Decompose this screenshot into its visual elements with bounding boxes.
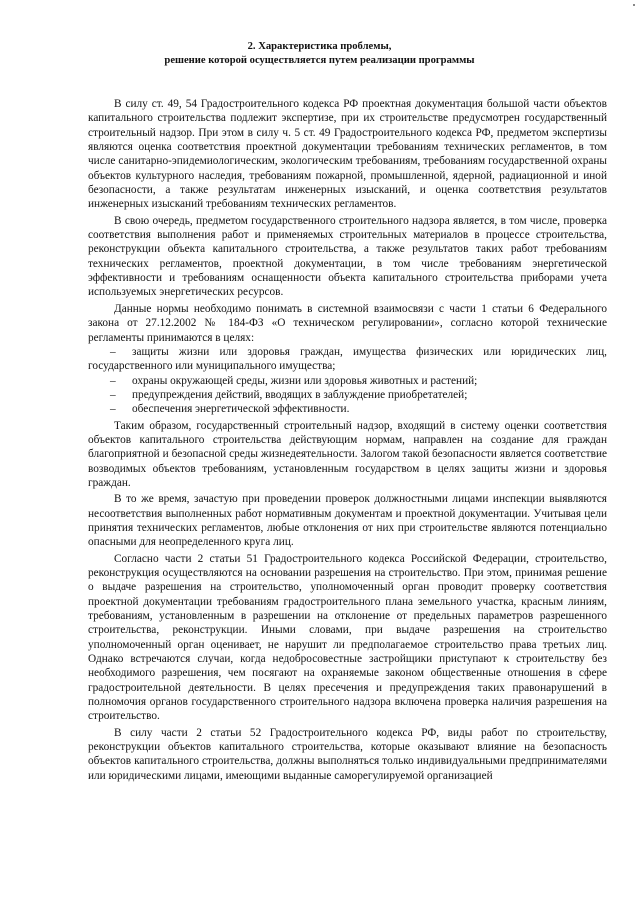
bullet-item: [88, 388, 607, 402]
bullet-item: [88, 374, 607, 388]
document-body: [88, 97, 607, 785]
bullet-text: защиты жизни или здоровья граждан, имущества физических или юридических лиц, государственного или муниципального имущества;: [88, 345, 607, 373]
bullet-item: [88, 402, 607, 416]
dash-icon: –: [110, 388, 116, 401]
paragraph: Таким образом, государственный строительный надзор, входящий в систему оценки соответствия объектов капитального строительства действующим нормам, направлен на создание для граждан благоприятной и безопасной среды жизнедеятельности. Залогом такой безопасности является соответствие возводимых объектов требованиям, установленным государством в целях защиты жизни и здоровья граждан.: [88, 419, 607, 489]
paragraph: В силу ст. 49, 54 Градостроительного кодекса РФ проектная документация большой части объектов капитального строительства подлежит экспертизе, при их строительстве предусмотрен государственный строительный надзор. При этом в силу ч. 5 ст. 49 Градостроительного кодекса РФ, предметом экспертизы являются оценка соответствия проектной документации требованиям технических регламентов, в том числе санитарно-эпидемиологическим, экологическим требованиям, требованиям государственной охраны объектов культурного наследия, требованиям пожарной, промышленной, ядерной, радиационной и иной безопасности, а также результатам инженерных изысканий, и оценка соответствия результатов инженерных изысканий требованиям технических регламентов.: [88, 98, 607, 211]
bullet-item: [88, 345, 607, 374]
dash-icon: –: [110, 403, 116, 416]
section-heading-line-1: 2. Характеристика проблемы,: [247, 41, 392, 52]
section-heading-line-2: решение которой осуществляется путем реализации программы: [164, 55, 475, 66]
bullet-text: охраны окружающей среды, жизни или здоровья животных и растений;: [132, 374, 478, 387]
paragraph: В то же время, зачастую при проведении проверок должностными лицами инспекции выявляются несоответствия выполненных работ нормативным документам и проектной документации. Учитывая цели принятия технических регламентов, любые отклонения от них при строительстве являются потенциально опасными для неопределенного круга лиц.: [88, 493, 607, 549]
paragraph: В силу части 2 статьи 52 Градостроительного кодекса РФ, виды работ по строительству, реконструкции объектов капитального строительства, которые оказывают влияние на безопасность объектов капитального строительства, должны выполняться только индивидуальными предпринимателями или юридическими лицами, имеющими выданные саморегулируемой организацией: [88, 726, 607, 782]
paragraph: Данные нормы необходимо понимать в системной взаимосвязи с части 1 статьи 6 Федерального закона от 27.12.2002 № 184-ФЗ «О техническом регулировании», согласно которой технические регламенты принимаются в целях:: [88, 302, 607, 344]
bullet-text: обеспечения энергетической эффективности.: [132, 403, 350, 416]
dash-icon: –: [110, 374, 116, 387]
scan-speck: [633, 4, 635, 6]
bullet-text: предупреждения действий, вводящих в заблуждение приобретателей;: [132, 388, 468, 401]
paragraph: В свою очередь, предметом государственного строительного надзора является, в том числе, проверка соответствия выполнения работ и применяемых строительных материалов в процессе строительства, реконструкции объекта капитального строительства, а также результатов таких работ требованиям технических регламентов, проектной документации, в том числе требованиям энергетической эффективности и требованиям оснащенности объекта капитального строительства приборами учета используемых энергетических ресурсов.: [88, 214, 607, 299]
dash-icon: –: [110, 345, 116, 358]
paragraph: Согласно части 2 статьи 51 Градостроительного кодекса Российской Федерации, строительство, реконструкция осуществляются на основании разрешения на строительство. При этом, принимая решение о выдаче разрешения на строительство, уполномоченный орган проводит проверку соответствия проектной документации требованиям градостроительного плана земельного участка, красным линиям, требованиям, установленным в разрешении на отклонение от предельных параметров разрешенного строительства, реконструкции. Иными словами, при выдаче разрешения на строительство уполномоченный орган оценивает, не нарушит ли предполагаемое строительство права третьих лиц. Однако встречаются случаи, когда недобросовестные застройщики приступают к строительству без необходимого разрешения, чем посягают на охраняемые законом общественные отношения в сфере градостроительной деятельности. В целях пресечения и предупреждения таких правонарушений в полномочия органов государственного строительного надзора включена проверка наличия разрешения на строительство.: [88, 552, 607, 723]
section-heading: [60, 40, 579, 68]
